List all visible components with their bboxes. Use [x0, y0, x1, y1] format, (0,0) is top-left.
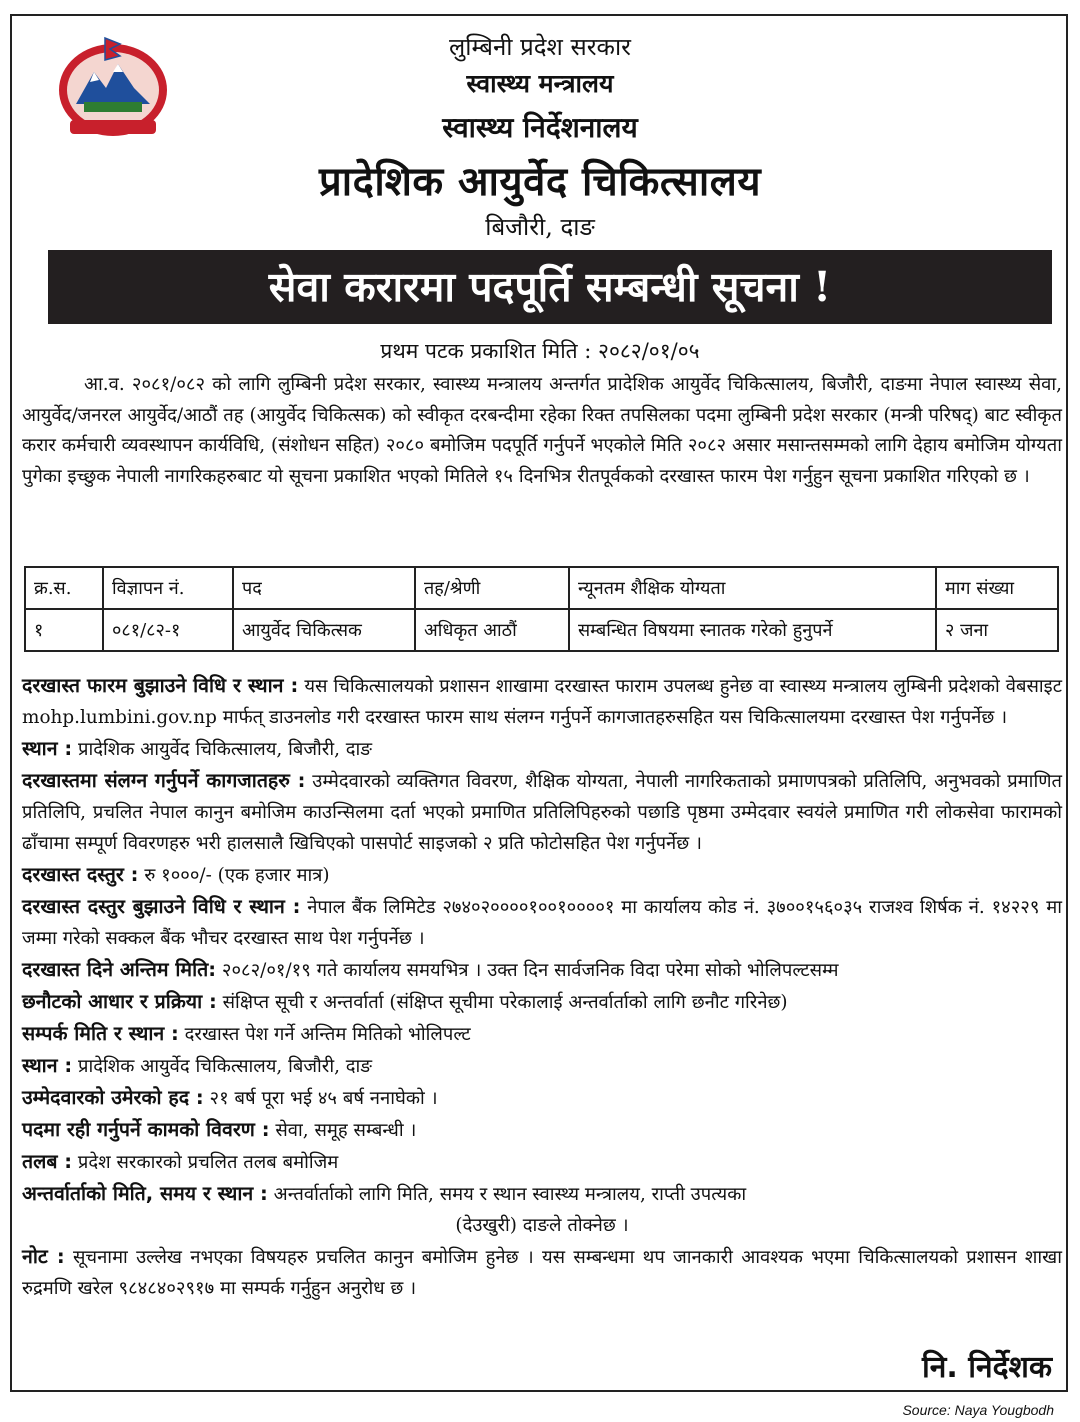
fee-payment-text: नेपाल बैंक लिमिटेड २७४०२००००१००१००००१ मा कार्यालय कोड नं. ३७००१५६०३५ राजश्व शिर्षक नं. १४२२९ मा जम्मा गरेको सक्कल बैंक भौचर दरखास्त साथ पेश गर्नुपर्नेछ । [22, 897, 1062, 949]
table-cell: अधिकृत आठौं [415, 609, 569, 651]
salary-text: प्रदेश सरकारको प्रचलित तलब बमोजिम [77, 1152, 339, 1173]
duty-label: पदमा रही गर्नुपर्ने कामको विवरण : [22, 1118, 270, 1141]
deadline-section [22, 954, 1062, 986]
table-row [25, 609, 1058, 651]
source-credit: Source: Naya Yougbodh [902, 1402, 1054, 1418]
fee-text: रु १०००/- (एक हजार मात्र) [144, 865, 330, 886]
fee-label: दरखास्त दस्तुर : [22, 863, 139, 886]
note-text: सूचनामा उल्लेख नभएका विषयहरु प्रचलित कानुन बमोजिम हुनेछ । यस सम्बन्धमा थप जानकारी आवश्यक भएमा चिकित्सालयको प्रशासन शाखा रुद्रमणि खरेल ९८४८४०२९१७ मा सम्पर्क गर्नुहुन अनुरोध छ । [22, 1247, 1062, 1299]
table-header-cell: विज्ञापन नं. [103, 567, 233, 609]
table-header-cell: माग संख्या [936, 567, 1058, 609]
place2-label: स्थान : [22, 1054, 73, 1077]
header-ministry: स्वास्थ्य मन्त्रालय [466, 69, 614, 98]
table-header-cell: तह/श्रेणी [415, 567, 569, 609]
header-hospital-name: प्रादेशिक आयुर्वेद चिकित्सालय [318, 158, 762, 205]
table-header-cell: क्र.स. [25, 567, 103, 609]
age-label: उम्मेदवारको उमेरको हद : [22, 1086, 204, 1109]
selection-label: छनौटको आधार र प्रक्रिया : [22, 990, 217, 1013]
age-section [22, 1082, 1062, 1114]
signature-title: नि. निर्देशक [921, 1350, 1052, 1385]
table-cell: १ [25, 609, 103, 651]
table-header-row [25, 567, 1058, 609]
intro-paragraph: आ.व. २०८१/०८२ को लागि लुम्बिनी प्रदेश सरकार, स्वास्थ्य मन्त्रालय अन्तर्गत प्रादेशिक आयुर्वेद चिकित्सालय, बिजौरी, दाङमा नेपाल स्वास्थ्य सेवा, आयुर्वेद/जनरल आयुर्वेद/आठौं तह (आयुर्वेद चिकित्सक) को स्वीकृत दरबन्दीमा रहेका रिक्त तपसिलका पदमा लुम्बिनी प्रदेश सरकार (मन्त्री परिषद्) बाट स्वीकृत करार कर्मचारी व्यवस्थापन कार्यविधि, (संशोधन सहित) २०८० बमोजिम पदपूर्ति गर्नुपर्ने भएकोले मिति २०८२ असार मसान्तसम्मको लागि देहाय बमोजिम योग्यता पुगेका इच्छुक नेपाली नागरिकहरुबाट यो सूचना प्रकाशित भएको मितिले १५ दिनभित्र रीतपूर्वकको दरखास्त फारम पेश गर्नुहुन सूचना प्रकाशित गरिएको छ । [22, 374, 1062, 487]
header-directorate: स्वास्थ्य निर्देशनालय [442, 111, 638, 144]
fee-section [22, 859, 1062, 891]
table-header-cell: न्यूनतम शैक्षिक योग्यता [569, 567, 936, 609]
interview-label: अन्तर्वार्ताको मिति, समय र स्थान : [22, 1182, 268, 1205]
interview-text-continued: (देउखुरी) दाङले तोक्नेछ । [455, 1215, 629, 1236]
table-header-cell: पद [233, 567, 415, 609]
table-cell: आयुर्वेद चिकित्सक [233, 609, 415, 651]
salary-label: तलब : [22, 1150, 73, 1173]
salary-section [22, 1146, 1062, 1178]
place-label: स्थान : [22, 737, 73, 760]
table-cell: सम्बन्धित विषयमा स्नातक गरेको हुनुपर्ने [569, 609, 936, 651]
deadline-label: दरखास्त दिने अन्तिम मिति: [22, 958, 217, 981]
form-submission-label: दरखास्त फारम बुझाउने विधि र स्थान : [22, 674, 299, 697]
header-location: बिजौरी, दाङ [485, 213, 595, 241]
duty-text: सेवा, समूह सम्बन्धी । [275, 1120, 417, 1141]
note-section [22, 1241, 1062, 1304]
documents-text: उम्मेदवारको व्यक्तिगत विवरण, शैक्षिक योग्यता, नेपाली नागरिकताको प्रमाणपत्रको प्रतिलिपि, अनुभवको प्रमाणित प्रतिलिपि, प्रचलित नेपाल कानुन बमोजिम काउन्सिलमा दर्ता भएको प्रमाणित प्रतिलिपिहरुको पछाडि पृष्ठमा उम्मेदवार स्वयंले प्रमाणित गरी लोकसेवा फारामको ढाँचामा सम्पूर्ण विवरणहरु भरी हालसालै खिचिएको पासपोर्ट साइजको २ प्रति फोटोसहित पेश गर्नुपर्नेछ । [22, 771, 1062, 854]
fee-payment-label: दरखास्त दस्तुर बुझाउने विधि र स्थान : [22, 895, 301, 918]
place-text: प्रादेशिक आयुर्वेद चिकित्सालय, बिजौरी, दाङ [77, 739, 373, 760]
interview-text: अन्तर्वार्ताको लागि मिति, समय र स्थान स्वास्थ्य मन्त्रालय, राप्ती उपत्यका [273, 1184, 747, 1205]
table-cell: ०८१/८२-१ [103, 609, 233, 651]
place2-text: प्रादेशिक आयुर्वेद चिकित्सालय, बिजौरी, दाङ [77, 1056, 373, 1077]
vacancy-table [24, 566, 1059, 652]
age-text: २१ बर्ष पूरा भई ४५ बर्ष ननाघेको । [209, 1088, 438, 1109]
selection-section [22, 986, 1062, 1018]
fee-payment-section [22, 891, 1062, 954]
note-label: नोट : [22, 1245, 65, 1268]
notice-title-banner: सेवा करारमा पदपूर्ति सम्बन्धी सूचना ! [48, 250, 1052, 324]
form-submission-text: यस चिकित्सालयको प्रशासन शाखामा दरखास्त फाराम उपलब्ध हुनेछ वा स्वास्थ्य मन्त्रालय लुम्बिनी प्रदेशको वेबसाइट mohp.lumbini.gov.np मार्फत् डाउनलोड गरी दरखास्त फारम साथ संलग्न गर्नुपर्ने कागजातहरुसहित यस चिकित्सालयमा दरखास्त पेश गर्नुपर्नेछ । [22, 676, 1062, 728]
duty-section [22, 1114, 1062, 1146]
place2-section [22, 1050, 1062, 1082]
published-date: प्रथम पटक प्रकाशित मिति : २०८२/०१/०५ [380, 339, 700, 363]
place-section [22, 733, 1062, 765]
table-cell: २ जना [936, 609, 1058, 651]
interview-section [22, 1178, 1062, 1241]
contact-text: दरखास्त पेश गर्ने अन्तिम मितिको भोलिपल्ट [184, 1024, 471, 1045]
form-submission-section [22, 670, 1062, 733]
header-province-government: लुम्बिनी प्रदेश सरकार [448, 33, 631, 61]
contact-label: सम्पर्क मिति र स्थान : [22, 1022, 179, 1045]
notice-body [22, 670, 1062, 1304]
deadline-text: २०८२/०१/१९ गते कार्यालय समयभित्र । उक्त दिन सार्वजनिक विदा परेमा सोको भोलिपल्टसम्म [221, 960, 839, 981]
documents-section [22, 765, 1062, 859]
documents-label: दरखास्तमा संलग्न गर्नुपर्ने कागजातहरु : [22, 769, 306, 792]
contact-section [22, 1018, 1062, 1050]
selection-text: संक्षिप्त सूची र अन्तर्वार्ता (संक्षिप्त सूचीमा परेकालाई अन्तर्वार्ताको लागि छनौट गरिनेछ) [222, 992, 788, 1013]
